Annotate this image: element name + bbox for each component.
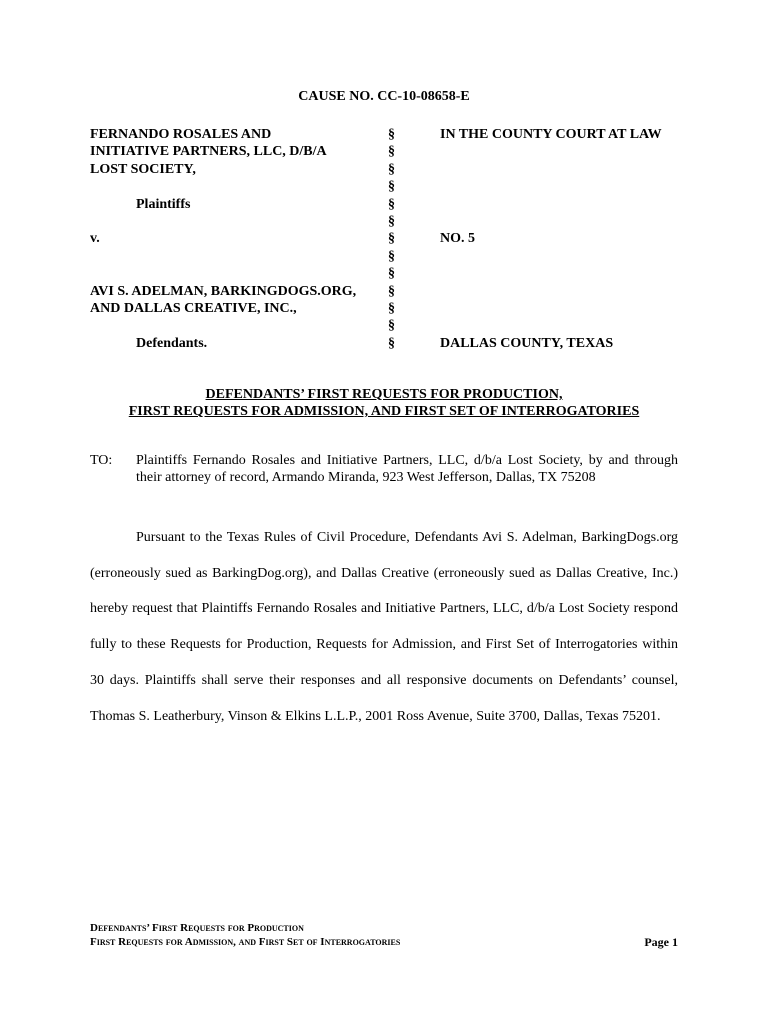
caption-line: LOST SOCIETY, [90,161,196,177]
cause-number: CAUSE NO. CC-10-08658-E [298,89,470,104]
section-mark: § [388,318,395,334]
section-mark: § [388,196,395,212]
footer-line-1: Defendants’ First Requests for Production [90,922,304,934]
section-mark: § [388,266,395,282]
court-info [440,126,700,352]
caption-line [90,248,390,265]
section-mark: § [388,335,395,351]
page-number: Page 1 [644,935,678,949]
court-number: NO. 5 [440,231,475,247]
party-names [90,126,390,352]
county-name: DALLAS COUNTY, TEXAS [440,335,614,351]
caption-line: INITIATIVE PARTNERS, LLC, D/B/A [90,144,327,160]
body-paragraph [90,520,678,734]
case-caption [90,126,690,356]
page-footer [90,921,678,949]
footer-line-2: First Requests for Admission, and First Set of Interrogatories [90,936,401,948]
section-mark: § [388,179,395,195]
section-mark-column [388,126,408,352]
caption-line: FERNANDO ROSALES AND [90,127,272,142]
document-title [0,386,768,420]
title-line-2: FIRST REQUESTS FOR ADMISSION, AND FIRST SET OF INTERROGATORIES [128,404,640,419]
caption-line: AND DALLAS CREATIVE, INC., [90,300,297,316]
section-mark: § [388,248,395,264]
court-name: IN THE COUNTY COURT AT LAW [440,127,662,142]
title-line-1: DEFENDANTS’ FIRST REQUESTS FOR PRODUCTION, [205,387,563,402]
defendants-label: Defendants. [136,335,208,351]
caption-line [90,317,390,334]
section-mark: § [388,300,395,316]
section-mark: § [388,144,395,160]
body-text: Pursuant to the Texas Rules of Civil Procedure, Defendants Avi S. Adelman, BarkingDogs.org (erroneously sued as BarkingDog.org), and Dallas Creative (erroneously sued as Dallas Creative, Inc.) hereby request that Plaintiffs Fernando Rosales and Initiative Partners, LLC, d/b/a Lost Society respond fully to these Requests for Production, Requests for Admission, and First Set of Interrogatories within 30 days. Plaintiffs shall serve their responses and all responsive documents on Defendants’ counsel, Thomas S. Leatherbury, Vinson & Elkins L.L.P., 2001 Ross Avenue, Suite 3700, Dallas, Texas 75201. [90,530,678,724]
plaintiffs-label: Plaintiffs [136,196,191,212]
caption-line [90,213,390,230]
caption-line [90,265,390,282]
section-mark: § [388,283,395,299]
section-mark: § [388,161,395,177]
caption-line [90,178,390,195]
versus-label: v. [90,231,100,247]
caption-line: AVI S. ADELMAN, BARKINGDOGS.ORG, [90,283,357,299]
section-mark: § [388,127,395,142]
to-label: TO: [90,453,113,468]
section-mark: § [388,213,395,229]
to-recipients: Plaintiffs Fernando Rosales and Initiative Partners, LLC, d/b/a Lost Society, by and through their attorney of record, Armando Miranda, 923 West Jefferson, Dallas, TX 75208 [136,453,678,485]
section-mark: § [388,231,395,247]
